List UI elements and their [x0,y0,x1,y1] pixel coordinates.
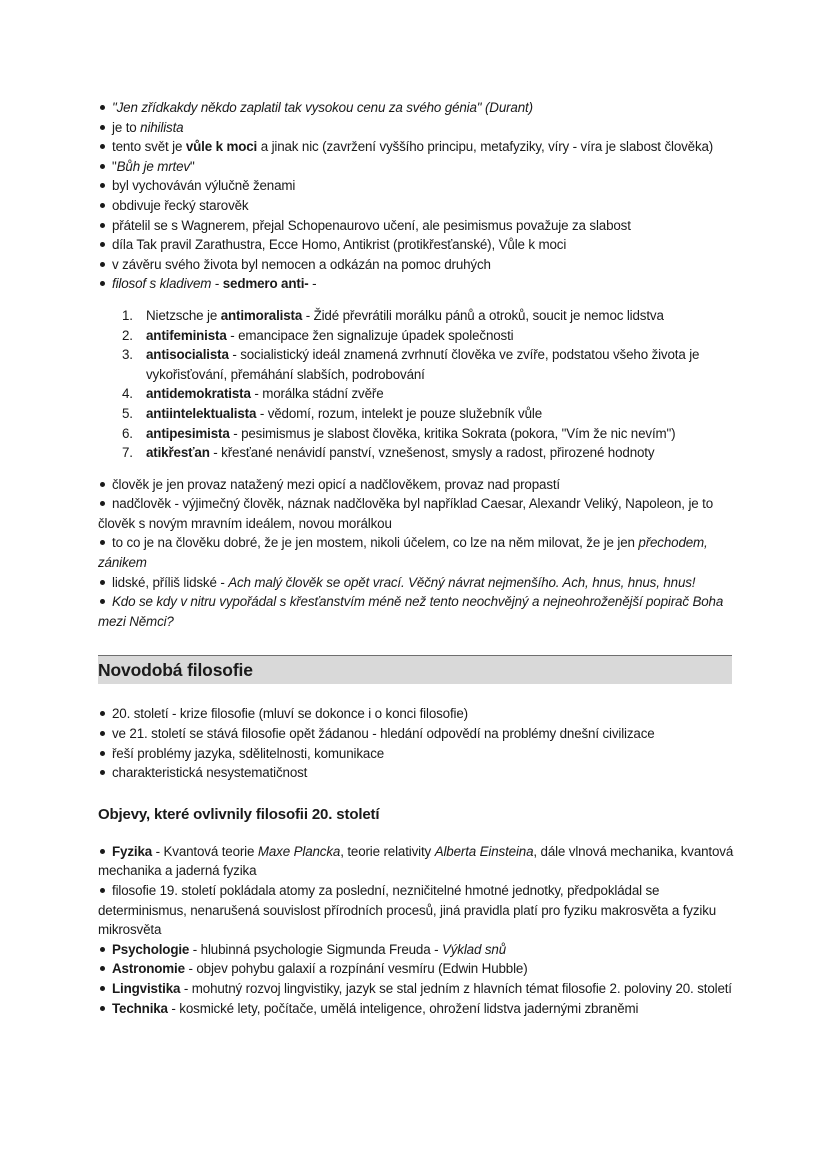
section-heading-novodoba-filosofie [98,655,732,684]
list-number: 7. [122,445,133,461]
bullet-icon [100,125,105,130]
bullet-icon [100,770,105,775]
numbered-list-item [122,443,738,463]
bullet-list-item [98,940,738,960]
bullet-icon [100,580,105,585]
bullet-icon [100,223,105,228]
list-item-text [146,345,738,384]
bullet-icon [100,262,105,267]
list-number: 2. [122,327,133,343]
text-run: Bůh je mrtev [116,158,190,174]
text-run: Lingvistika [112,980,181,996]
bullet-icon [100,501,105,506]
bullet-list-item [98,274,738,294]
text-run: antiintelektualista [146,405,257,421]
bullet-icon [100,144,105,149]
bullet-icon [100,731,105,736]
bullet-list-item [98,881,738,940]
subsection-heading: Objevy, které ovlivnily filosofii 20. století [98,805,380,823]
text-run: Psychologie [112,941,190,957]
text-run: , dále vlnová mechanika, kvantová mechanika a jaderná fyzika [98,843,734,879]
text-run: antipesimista [146,425,230,441]
text-run: - Kvantová teorie [152,843,258,859]
text-run: Alberta Einsteina [434,843,534,859]
text-run: - pesimismus je slabost člověka, kritika Sokrata (pokora, "Vím že nic nevím") [229,425,676,441]
list-number: 6. [122,425,133,441]
bullet-icon [100,947,105,952]
text-run: Maxe Plancka [257,843,341,859]
text-run: " [112,158,117,174]
text-run: - morálka stádní zvěře [250,386,384,402]
bullet-list-item [98,959,738,979]
bullet-icon [100,540,105,545]
bullet-icon [100,203,105,208]
text-run: nadčlověk - výjimečný člověk, náznak nadčlověka byl například Caesar, Alexandr Veliký, Napoleon, je to člověk s novým mravním ideálem, novou morálkou [98,496,714,531]
numbered-list-item [122,306,738,326]
text-run: , teorie relativity [340,843,435,859]
text-run: Ach malý člověk se opět vrací. Věčný návrat nejmenšího. Ach, hnus, hnus, hnus! [228,574,696,590]
text-run: - Židé převrátili morálku pánů a otroků, soucit je nemoc lidstva [302,307,664,323]
list-item-text [146,384,738,404]
text-run: "Jen zřídkakdy někdo zaplatil tak vysokou cenu za svého génia" [112,100,482,115]
objevy-bullet-list [98,842,738,1018]
list-item-text [146,424,738,444]
bullet-icon [100,105,105,110]
bullet-list-item [98,235,738,255]
bullet-list-item [98,763,738,783]
numbered-list-item [122,404,738,424]
text-run: - [211,276,223,292]
text-run: Fyzika [112,843,153,859]
bullet-icon [100,242,105,247]
bullet-list-item [98,979,738,999]
bullet-list-item [98,533,738,572]
text-run: ve 21. století se stává filosofie opět žádanou - hledání odpovědí na problémy dnešní civilizace [112,726,655,742]
nietzsche-bullet-list [98,98,738,294]
text-run: přátelil se s Wagnerem, přejal Schopenaurovo učení, ale pesimismus považuje za slabost [112,217,631,233]
bullet-list-item [98,118,738,138]
bullet-icon [100,482,105,487]
numbered-list-item [122,345,738,384]
text-run: Nietzsche je [146,307,221,323]
bullet-list-item [98,724,738,744]
text-run: - socialistický ideál znamená zvrhnutí člověka ve zvíře, podstatou všeho života je vykořisťování, přemáhání slabších, podrobování [146,347,700,382]
bullet-list-item [98,592,738,631]
text-run: antidemokratista [146,386,251,402]
bullet-icon [100,966,105,971]
text-run: lidské, příliš lidské - [112,574,229,590]
bullet-icon [100,849,105,854]
text-run: - vědomí, rozum, intelekt je pouze služebník vůle [256,405,543,421]
bullet-icon [100,888,105,893]
numbered-list-item [122,424,738,444]
list-item-text [146,404,738,424]
text-run: Astronomie [112,961,185,977]
text-run: v závěru svého života byl nemocen a odkázán na pomoc druhých [112,256,491,272]
text-run: obdivuje řecký starověk [112,197,249,213]
bullet-list-item [98,842,738,881]
bullet-icon [100,164,105,169]
text-run: řeší problémy jazyka, sdělitelnosti, komunikace [112,745,385,761]
text-run: Kdo se kdy v nitru vypořádal s křesťanstvím méně než tento neochvějný a nejneohroženější popirač Boha mezi Němci? [98,594,724,629]
bullet-list-item [98,216,738,236]
text-run: sedmero anti- [222,276,309,292]
bullet-list-item [98,157,738,177]
numbered-list-item [122,384,738,404]
text-run: - mohutný rozvoj lingvistiky, jazyk se stal jedním z hlavních témat filosofie 2. poloviny 20. století [180,980,732,996]
text-run: antifeminista [146,327,227,343]
text-run: (Durant) [481,100,533,115]
text-run: díla Tak pravil Zarathustra, Ecce Homo, Antikrist (protikřesťanské), Vůle k moci [112,237,567,253]
text-run: filosofie 19. století pokládala atomy za poslední, nezničitelné hmotné jednotky, předpokládal se determinismus, nenarušená souvislost přírodních procesů, jiná pravidla platí pro fyziku makrosvěta a fyziku mikrosvěta [98,883,717,938]
bullet-icon [100,599,105,604]
bullet-list-item [98,137,738,157]
bullet-list-item [98,704,738,724]
text-run: Technika [112,1000,168,1016]
bullet-icon [100,281,105,286]
list-item-text [146,326,738,346]
text-run: přechodem, zánikem [98,535,708,571]
text-run: byl vychováván výlučně ženami [112,178,296,194]
bullet-list-item [98,744,738,764]
list-number: 3. [122,347,133,363]
bullet-list-item [98,176,738,196]
list-number: 4. [122,386,133,402]
text-run: Výklad snů [441,941,506,957]
list-number: 1. [122,307,133,323]
bullet-icon [100,183,105,188]
text-run: " [189,158,195,174]
text-run: tento svět je [112,139,186,155]
bullet-icon [100,1006,105,1011]
text-run: - kosmické lety, počítače, umělá inteligence, ohrožení lidstva jadernými zbraněmi [167,1000,639,1016]
text-run: antisocialista [146,347,229,363]
text-run: to co je na člověku dobré, že je jen mostem, nikoli účelem, co lze na něm milovat, že je jen [112,535,639,551]
text-run: atikřesťan [146,445,210,461]
list-item-text [146,306,738,326]
bullet-list-item [98,999,738,1019]
bullet-list-item [98,573,738,593]
bullet-icon [100,711,105,716]
text-run: vůle k moci [185,139,258,155]
bullet-list-item [98,196,738,216]
novodoba-bullet-list [98,704,738,782]
bullet-icon [100,751,105,756]
text-run: - objev pohybu galaxií a rozpínání vesmíru (Edwin Hubble) [184,961,528,977]
text-run: - emancipace žen signalizuje úpadek společnosti [226,327,514,343]
text-run: - křesťané nenávidí panství, vznešenost, smysly a radost, přirozené hodnoty [209,445,655,461]
list-item-text [146,443,738,463]
bullet-icon [100,986,105,991]
bullet-list-item [98,98,738,118]
document-page [98,98,738,1018]
text-run: 20. století - krize filosofie (mluví se dokonce i o konci filosofie) [112,706,468,722]
text-run: antimoralista [220,307,303,323]
text-run: charakteristická nesystematičnost [112,765,308,781]
text-run: - [308,276,317,292]
bullet-list-item [98,494,738,533]
text-run: filosof s kladivem [112,276,212,292]
bullet-list-item [98,475,738,495]
nadclovek-bullet-list [98,475,738,632]
text-run: - hlubinná psychologie Sigmunda Freuda - [189,941,442,957]
text-run: nihilista [140,119,184,135]
anti-numbered-list [98,306,738,463]
bullet-list-item [98,255,738,275]
numbered-list-item [122,326,738,346]
text-run: člověk je jen provaz natažený mezi opicí a nadčlověkem, provaz nad propastí [112,476,561,492]
text-run: a jinak nic (zavržení vyššího principu, metafyziky, víry - víra je slabost člověka) [257,139,714,155]
list-number: 5. [122,405,133,421]
text-run: je to [112,119,141,135]
section-heading-text: Novodobá filosofie [98,660,253,681]
